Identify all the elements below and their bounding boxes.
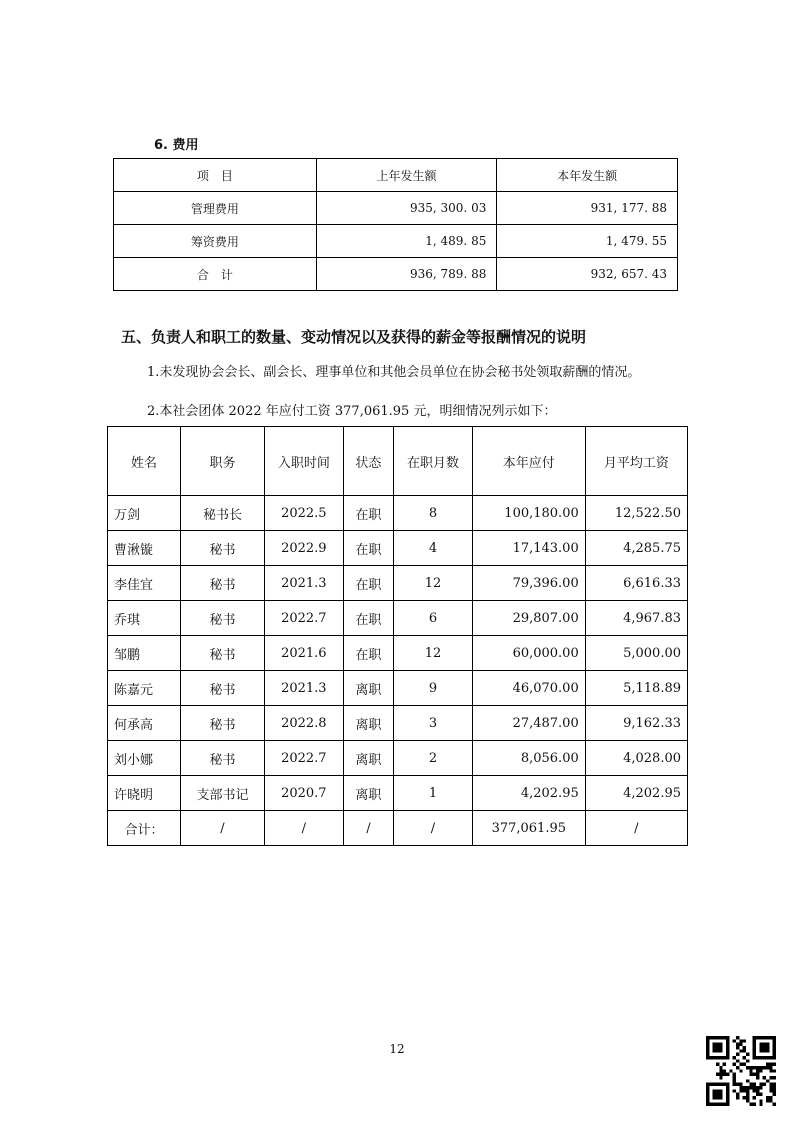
cell-annual-pay: 4,202.95 [472, 776, 585, 811]
table-row [108, 496, 688, 531]
cell-item: 管理费用 [114, 192, 317, 225]
qr-code-icon [706, 1036, 776, 1106]
cell-annual-pay: 8,056.00 [472, 741, 585, 776]
cell-months: 9 [394, 671, 473, 706]
cell-name: 乔琪 [108, 601, 181, 636]
header-monthly-avg: 月平均工资 [585, 427, 687, 496]
table-header-row [114, 159, 678, 192]
table-row [108, 566, 688, 601]
table-row [108, 776, 688, 811]
cell-item: 筹资费用 [114, 225, 317, 258]
cell-months: 12 [394, 566, 473, 601]
cell-position: 秘书长 [181, 496, 265, 531]
cell-months: 3 [394, 706, 473, 741]
page-number: 12 [389, 1042, 405, 1056]
table-row [108, 601, 688, 636]
table-row [108, 741, 688, 776]
paragraph-1: 1.未发现协会会长、副会长、理事单位和其他会员单位在协会秘书处领取薪酬的情况。 [147, 365, 641, 380]
header-item: 项 目 [114, 159, 317, 192]
cell-annual-pay: 17,143.00 [472, 531, 585, 566]
table-row [108, 671, 688, 706]
cell-position: 秘书 [181, 636, 265, 671]
cell-status: 在职 [343, 531, 393, 566]
cell-monthly-avg: 4,028.00 [585, 741, 687, 776]
table-row [108, 706, 688, 741]
cell-position: 秘书 [181, 706, 265, 741]
cell-name: 合计： [108, 811, 181, 846]
staff-table-body [108, 496, 688, 846]
cell-current: 931, 177. 88 [497, 192, 678, 225]
cell-months: / [394, 811, 473, 846]
cell-start-date: 2022.8 [264, 706, 343, 741]
cell-start-date: 2020.7 [264, 776, 343, 811]
cell-annual-pay: 79,396.00 [472, 566, 585, 601]
cell-position: 秘书 [181, 531, 265, 566]
cell-monthly-avg: 4,967.83 [585, 601, 687, 636]
cell-prior: 1, 489. 85 [316, 225, 497, 258]
table-row [108, 636, 688, 671]
cell-annual-pay: 46,070.00 [472, 671, 585, 706]
cell-start-date: 2021.3 [264, 566, 343, 601]
cell-position: 支部书记 [181, 776, 265, 811]
section-6-title: 6. 费用 [154, 138, 199, 153]
header-name: 姓名 [108, 427, 181, 496]
cell-annual-pay: 100,180.00 [472, 496, 585, 531]
cell-monthly-avg: 5,000.00 [585, 636, 687, 671]
header-status: 状态 [343, 427, 393, 496]
cell-start-date: 2022.7 [264, 601, 343, 636]
cell-months: 12 [394, 636, 473, 671]
cell-name: 曹湫镟 [108, 531, 181, 566]
section-5-title: 五、负责人和职工的数量、变动情况以及获得的薪金等报酬情况的说明 [121, 328, 587, 346]
expense-table [113, 158, 678, 291]
cell-monthly-avg: 12,522.50 [585, 496, 687, 531]
cell-monthly-avg: 4,202.95 [585, 776, 687, 811]
cell-monthly-avg: 4,285.75 [585, 531, 687, 566]
table-row [114, 225, 678, 258]
staff-salary-table [107, 426, 688, 846]
header-position: 职务 [181, 427, 265, 496]
cell-current: 932, 657. 43 [497, 258, 678, 291]
cell-status: 离职 [343, 741, 393, 776]
cell-status: 在职 [343, 636, 393, 671]
header-start-date: 入职时间 [264, 427, 343, 496]
header-current-year: 本年发生额 [497, 159, 678, 192]
cell-name: 陈嘉元 [108, 671, 181, 706]
cell-status: 在职 [343, 566, 393, 601]
cell-start-date: 2021.6 [264, 636, 343, 671]
cell-start-date: 2022.5 [264, 496, 343, 531]
cell-position: 秘书 [181, 741, 265, 776]
cell-start-date: 2021.3 [264, 671, 343, 706]
cell-status: 在职 [343, 496, 393, 531]
cell-months: 4 [394, 531, 473, 566]
table-row [108, 531, 688, 566]
cell-name: 邹鹏 [108, 636, 181, 671]
cell-item: 合 计 [114, 258, 317, 291]
cell-start-date: 2022.9 [264, 531, 343, 566]
table-row [114, 258, 678, 291]
cell-months: 1 [394, 776, 473, 811]
cell-name: 万剑 [108, 496, 181, 531]
cell-start-date: 2022.7 [264, 741, 343, 776]
table-row [114, 192, 678, 225]
cell-status: 离职 [343, 776, 393, 811]
cell-annual-pay: 60,000.00 [472, 636, 585, 671]
cell-position: 秘书 [181, 601, 265, 636]
cell-current: 1, 479. 55 [497, 225, 678, 258]
cell-position: 秘书 [181, 671, 265, 706]
paragraph-2: 2.本社会团体 2022 年应付工资 377,061.95 元，明细情况列示如下： [147, 404, 557, 419]
cell-monthly-avg: 9,162.33 [585, 706, 687, 741]
cell-name: 何承高 [108, 706, 181, 741]
cell-prior: 935, 300. 03 [316, 192, 497, 225]
cell-name: 许晓明 [108, 776, 181, 811]
cell-status: 离职 [343, 671, 393, 706]
cell-position: / [181, 811, 265, 846]
total-row [108, 811, 688, 846]
cell-monthly-avg: 6,616.33 [585, 566, 687, 601]
cell-start-date: / [264, 811, 343, 846]
table-header-row [108, 427, 688, 496]
cell-name: 李佳宜 [108, 566, 181, 601]
header-months: 在职月数 [394, 427, 473, 496]
cell-status: / [343, 811, 393, 846]
cell-months: 2 [394, 741, 473, 776]
cell-name: 刘小娜 [108, 741, 181, 776]
header-prior-year: 上年发生额 [316, 159, 497, 192]
cell-annual-pay: 377,061.95 [472, 811, 585, 846]
cell-status: 离职 [343, 706, 393, 741]
cell-months: 8 [394, 496, 473, 531]
cell-prior: 936, 789. 88 [316, 258, 497, 291]
cell-annual-pay: 27,487.00 [472, 706, 585, 741]
cell-monthly-avg: 5,118.89 [585, 671, 687, 706]
cell-status: 在职 [343, 601, 393, 636]
header-annual-pay: 本年应付 [472, 427, 585, 496]
cell-monthly-avg: / [585, 811, 687, 846]
cell-months: 6 [394, 601, 473, 636]
cell-position: 秘书 [181, 566, 265, 601]
cell-annual-pay: 29,807.00 [472, 601, 585, 636]
